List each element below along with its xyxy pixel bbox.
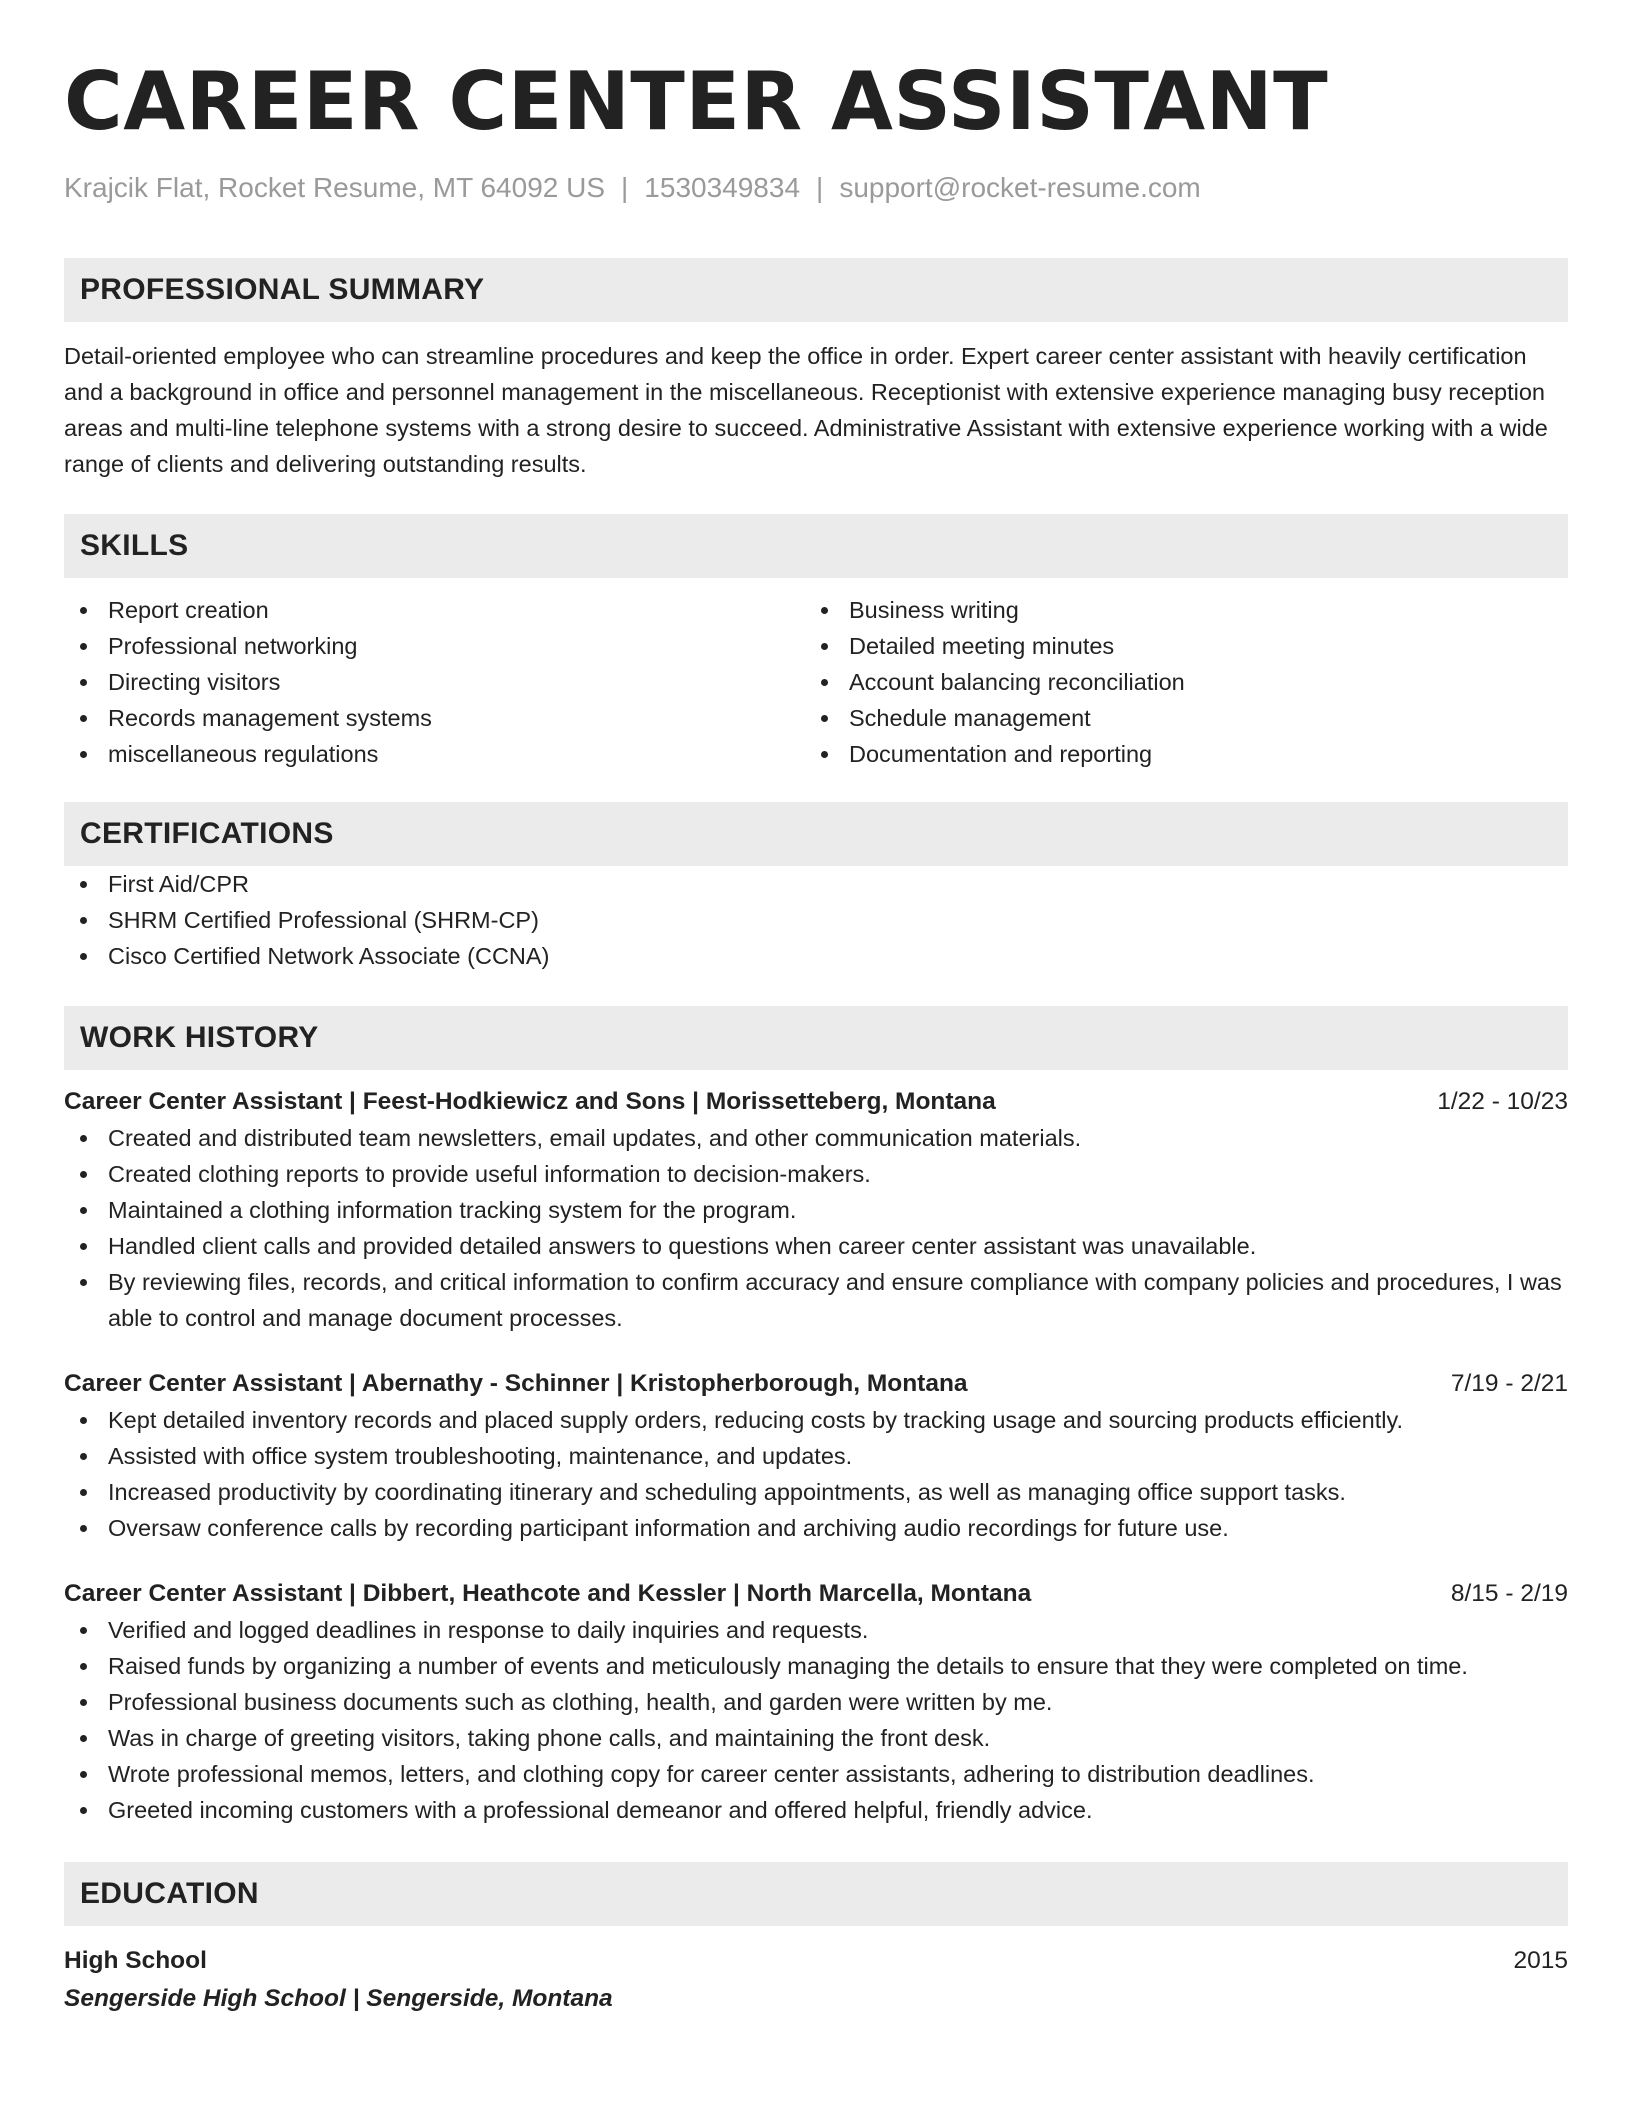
section-heading-education: EDUCATION	[64, 1862, 1568, 1926]
education-year: 2015	[1513, 1947, 1568, 1974]
job-dates: 1/22 - 10/23	[1437, 1088, 1568, 1115]
job-bullet: Raised funds by organizing a number of events and meticulously managing the details to ensure that they were completed on time.	[64, 1648, 1568, 1684]
job-bullet-list	[64, 1402, 1568, 1546]
skill-item: Schedule management	[805, 700, 1546, 736]
job-dates: 7/19 - 2/21	[1450, 1370, 1568, 1397]
job-dates: 8/15 - 2/19	[1450, 1580, 1568, 1607]
job-title: Career Center Assistant | Dibbert, Heathcote and Kessler | North Marcella, Montana	[64, 1580, 1032, 1607]
education-header	[64, 1942, 1568, 1980]
contact-separator: |	[816, 172, 824, 203]
skill-item: miscellaneous regulations	[64, 736, 805, 772]
job-header	[64, 1366, 1568, 1402]
job-bullet: Assisted with office system troubleshooting, maintenance, and updates.	[64, 1438, 1568, 1474]
contact-phone: 1530349834	[644, 172, 801, 203]
skills-list-right	[805, 592, 1546, 772]
skill-item: Documentation and reporting	[805, 736, 1546, 772]
skill-item: Records management systems	[64, 700, 805, 736]
skills-column-right	[805, 592, 1546, 772]
job-bullet: Oversaw conference calls by recording participant information and archiving audio recordings for future use.	[64, 1510, 1568, 1546]
job-bullet: Verified and logged deadlines in response to daily inquiries and requests.	[64, 1612, 1568, 1648]
education-school: Sengerside High School | Sengerside, Montana	[64, 1985, 613, 2012]
certifications-list	[64, 866, 1568, 974]
job-bullet: Increased productivity by coordinating itinerary and scheduling appointments, as well as managing office support tasks.	[64, 1474, 1568, 1510]
job-bullet: Professional business documents such as clothing, health, and garden were written by me.	[64, 1684, 1568, 1720]
skill-item: Account balancing reconciliation	[805, 664, 1546, 700]
contact-line	[64, 170, 1568, 206]
skill-item: Directing visitors	[64, 664, 805, 700]
education-entry	[64, 1942, 1568, 2018]
job-bullet: By reviewing files, records, and critical information to confirm accuracy and ensure compliance with company policies and procedures, I was able to control and manage document processes.	[64, 1264, 1568, 1336]
job-bullet: Handled client calls and provided detailed answers to questions when career center assistant was unavailable.	[64, 1228, 1568, 1264]
certification-item: Cisco Certified Network Associate (CCNA)	[64, 938, 1568, 974]
job-bullet-list	[64, 1120, 1568, 1336]
education-degree: High School	[64, 1947, 207, 1974]
skill-item: Detailed meeting minutes	[805, 628, 1546, 664]
job-bullet: Kept detailed inventory records and placed supply orders, reducing costs by tracking usage and sourcing products efficiently.	[64, 1402, 1568, 1438]
job-title: Career Center Assistant | Feest-Hodkiewicz and Sons | Morissetteberg, Montana	[64, 1088, 996, 1115]
job-entry	[64, 1576, 1568, 1828]
skills-list-left	[64, 592, 805, 772]
skills-column-left	[64, 592, 805, 772]
summary-text: Detail-oriented employee who can streamline procedures and keep the office in order. Expert career center assistant with heavily certification and a background in office and personnel management in the miscellaneous. Receptionist with extensive experience managing busy reception areas and multi-line telephone systems with a strong desire to succeed. Administrative Assistant with extensive experience working with a wide range of clients and delivering outstanding results.	[64, 343, 1548, 477]
job-entry	[64, 1366, 1568, 1546]
section-heading-skills: SKILLS	[64, 514, 1568, 578]
certification-item: First Aid/CPR	[64, 866, 1568, 902]
section-heading-certifications: CERTIFICATIONS	[64, 802, 1568, 866]
contact-separator: |	[621, 172, 629, 203]
job-title: Career Center Assistant | Abernathy - Schinner | Kristopherborough, Montana	[64, 1370, 968, 1397]
candidate-name: CAREER CENTER ASSISTANT	[64, 55, 1329, 148]
job-entry	[64, 1084, 1568, 1336]
contact-address: Krajcik Flat, Rocket Resume, MT 64092 US	[64, 172, 606, 203]
skill-item: Report creation	[64, 592, 805, 628]
job-bullet: Created and distributed team newsletters, email updates, and other communication materials.	[64, 1120, 1568, 1156]
job-bullet: Greeted incoming customers with a professional demeanor and offered helpful, friendly advice.	[64, 1792, 1568, 1828]
job-bullet-list	[64, 1612, 1568, 1828]
skills-grid	[64, 592, 1568, 772]
section-heading-work-history: WORK HISTORY	[64, 1006, 1568, 1070]
contact-email: support@rocket-resume.com	[839, 172, 1201, 203]
job-bullet: Wrote professional memos, letters, and clothing copy for career center assistants, adhering to distribution deadlines.	[64, 1756, 1568, 1792]
skill-item: Business writing	[805, 592, 1546, 628]
job-bullet: Maintained a clothing information tracking system for the program.	[64, 1192, 1568, 1228]
skill-item: Professional networking	[64, 628, 805, 664]
job-header	[64, 1084, 1568, 1120]
section-heading-summary: PROFESSIONAL SUMMARY	[64, 258, 1568, 322]
job-bullet: Was in charge of greeting visitors, taking phone calls, and maintaining the front desk.	[64, 1720, 1568, 1756]
job-bullet: Created clothing reports to provide useful information to decision-makers.	[64, 1156, 1568, 1192]
certification-item: SHRM Certified Professional (SHRM-CP)	[64, 902, 1568, 938]
job-header	[64, 1576, 1568, 1612]
